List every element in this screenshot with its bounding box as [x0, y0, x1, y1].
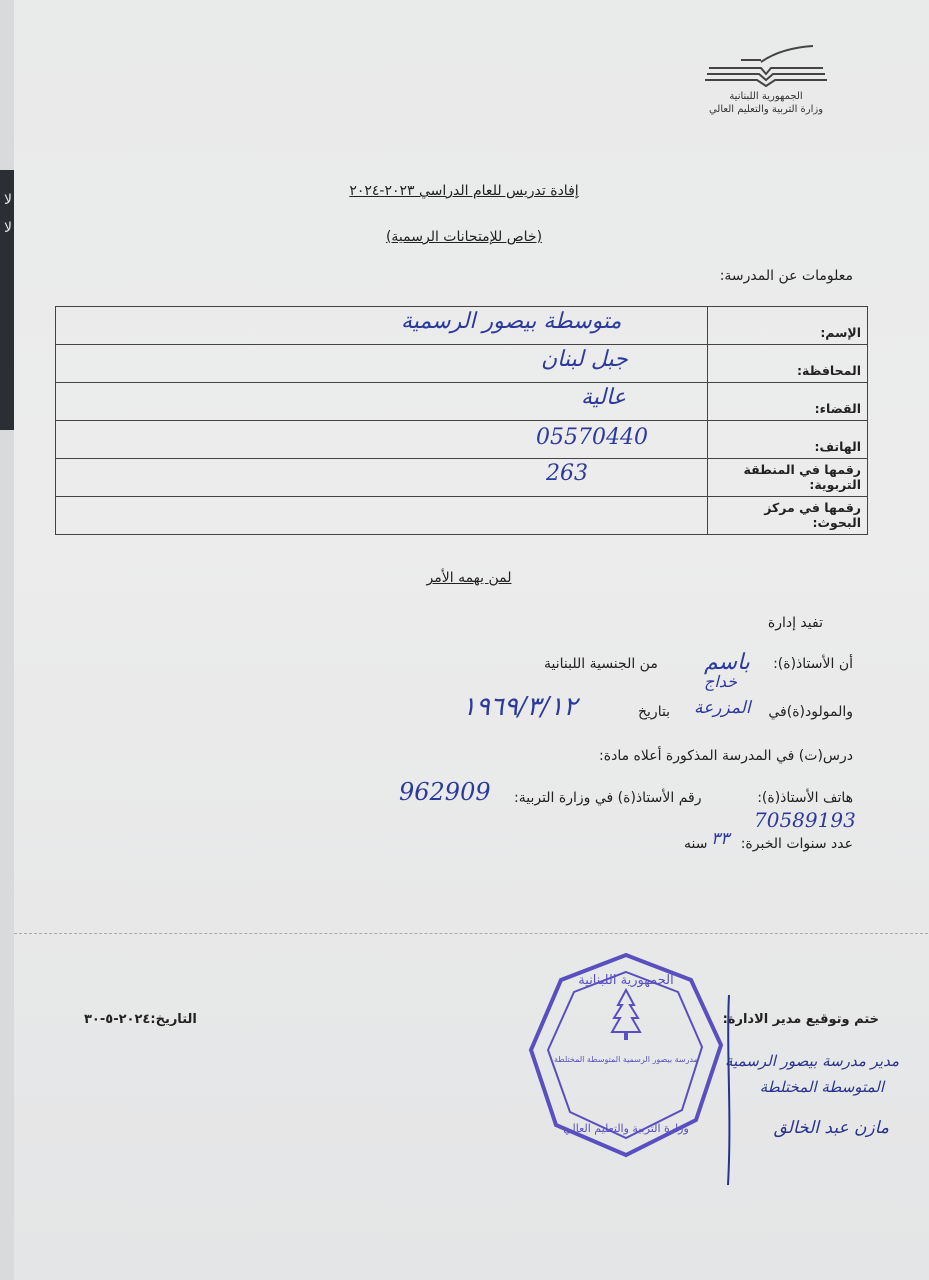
region-number-value: 263 — [56, 459, 708, 497]
attest-text: تفيد إدارة — [767, 615, 823, 631]
table-row — [56, 307, 868, 345]
governorate-label: المحافظة: — [708, 345, 868, 383]
nationality-text: من الجنسية اللبنانية — [544, 656, 658, 672]
teacher-surname-hw: خداج — [704, 672, 738, 691]
school-name-label: الإسم: — [708, 307, 868, 345]
book-logo-icon — [701, 40, 831, 90]
document-page — [14, 0, 929, 1280]
document-subtitle: (خاص للإمتحانات الرسمية) — [385, 229, 543, 245]
teacher-prefix: أن الأستاذ(ة): — [773, 656, 853, 672]
district-value: عالية — [56, 383, 708, 421]
birth-date-label: بتاريخ — [638, 704, 671, 720]
born-prefix: والمولود(ة)في — [768, 704, 853, 720]
research-center-label: رقمها في مركز البحوث: — [708, 497, 868, 535]
document-title: إفادة تدريس للعام الدراسي ٢٠٢٣-٢٠٢٤ — [349, 183, 579, 199]
table-row — [56, 459, 868, 497]
ministry-number-hw: 70589193 — [754, 808, 856, 832]
table-row — [56, 383, 868, 421]
region-number-label: رقمها في المنطقة التربوية: — [708, 459, 868, 497]
school-info-heading: معلومات عن المدرسة: — [719, 268, 853, 284]
background-edge: لا لا — [0, 170, 26, 430]
date-label: التاريخ: — [150, 1012, 197, 1027]
teacher-phone-label: هاتف الأستاذ(ة): — [757, 790, 853, 806]
republic-text: الجمهورية اللبنانية — [729, 91, 803, 102]
birthplace-hw: المزرعة — [694, 698, 751, 718]
seal-bottom-text: وزارة التربية والتعليم العالي — [563, 1122, 689, 1135]
signature-line-1: مدير مدرسة بيصور الرسمية — [725, 1052, 899, 1070]
school-info-table — [55, 306, 868, 535]
research-center-value — [56, 497, 708, 535]
birth-date-hw: ١٩٦٩/٣/١٢ — [462, 692, 578, 722]
official-seal — [526, 950, 726, 1160]
table-row — [56, 421, 868, 459]
ministry-text: وزارة التربية والتعليم العالي — [708, 104, 824, 115]
seal-center-text: مدرسة بيصور الرسمية المتوسطة المختلطة — [554, 1055, 698, 1064]
phone-label: الهاتف: — [708, 421, 868, 459]
table-row — [56, 497, 868, 535]
signature-name: مازن عبد الخالق — [773, 1118, 889, 1138]
ministry-number-label: رقم الأستاذ(ة) في وزارة التربية: — [514, 790, 702, 806]
school-name-value: متوسطة بيصور الرسمية — [56, 307, 708, 345]
stamp-signature-label: ختم وتوقيع مدير الادارة: — [722, 1012, 879, 1027]
date-line — [84, 1012, 197, 1027]
governorate-value: جبل لبنان — [56, 345, 708, 383]
divider — [14, 933, 929, 934]
signature-stroke — [714, 990, 744, 1190]
district-label: القضاء: — [708, 383, 868, 421]
date-value: ٢٠٢٤-٥-٣٠ — [84, 1012, 151, 1027]
seal-top-text: الجمهورية اللبنانية — [578, 973, 674, 988]
ministry-header — [691, 40, 841, 116]
phone-value: 05570440 — [56, 421, 708, 459]
table-row — [56, 345, 868, 383]
experience-unit: سنه — [684, 836, 708, 852]
experience-years-hw: ٣٣ — [711, 829, 730, 849]
experience-label: عدد سنوات الخبرة: — [740, 836, 853, 852]
teacher-name-hw: باسم — [704, 650, 750, 675]
taught-line: درس(ت) في المدرسة المذكورة أعلاه مادة: — [599, 748, 853, 764]
signature-line-2: المتوسطة المختلطة — [759, 1078, 884, 1096]
to-whom-heading: لمن يهمه الأمر — [426, 570, 512, 586]
teacher-phone-hw: 962909 — [399, 778, 491, 806]
